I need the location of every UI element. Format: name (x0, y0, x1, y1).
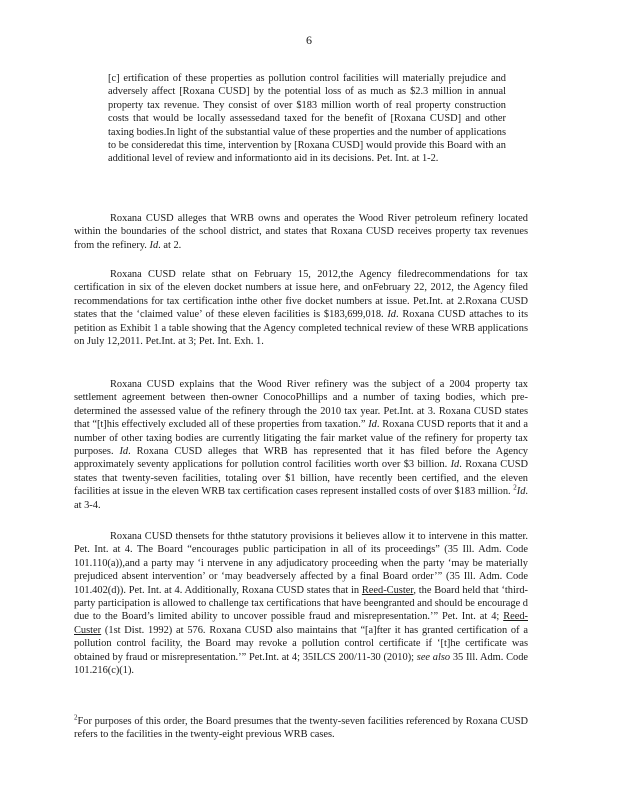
signal-see-also: see also (416, 651, 451, 663)
citation-id: Id (119, 446, 129, 458)
paragraph-text: . at 3-4. (74, 486, 528, 511)
citation-id: Id (516, 486, 526, 498)
block-quote: [c] ertification of these properties as pollution control facilities will materially prejudice and adversely affect [Roxana CUSD] by the potential loss of as much as $2.3 million in annual property tax revenue. They consist of over $183 million worth of real property construction costs that would be locally assessedand taxed for the benefit of [Roxana CUSD] and other taxing bodies.In light of the substantial value of these properties and the number of applications to be consideredat this time, intervention by [Roxana CUSD] would provide this Board with an additional level of review and informationto aid in its decisions. Pet. Int. at 1-2. (108, 73, 506, 165)
footnote-reference: 2 (513, 483, 517, 492)
citation-id: Id (149, 239, 159, 251)
paragraph-statutory-provisions (74, 530, 528, 677)
citation-id: Id (368, 419, 377, 431)
paragraph-text: Roxana CUSD explains that the Wood River refinery was the subject of a 2004 property tax settlement agreement between then-owner ConocoPhillips and a number of taxing bodies, which pre-determined the assessed value of the refinery through the 2010 tax year. Pet.Int. at 3. Roxana CUSD states that “[t]his effectively excluded all of these properties from taxation.” (74, 379, 528, 431)
paragraph-text: Roxana CUSD relate sthat on February 15, 2012,the Agency filedrecommendations for tax certification in six of the eleven docket numbers at issue here, and onFebruary 22, 2012, the Agency filed recommendations for tax certification inthe other five docket numbers at issue. Pet.Int. at 2.Roxana CUSD states that the ‘claimed value’ of these eleven facilities is $183,699,018. (74, 269, 528, 321)
citation-id: Id (387, 309, 396, 321)
paragraph-text: . at 2. (158, 239, 182, 251)
paragraph-text: 35 Ill. Adm. Code 101.216(c)(1). (74, 651, 529, 677)
case-citation: Reed-Custer (361, 584, 414, 596)
paragraph-text: Roxana CUSD alleges that WRB owns and operates the Wood River petroleum refinery located within the boundaries of the school district, and states that Roxana CUSD receives property tax revenues from the refinery. (74, 213, 528, 251)
paragraph-agency-recommendations (74, 268, 528, 348)
page-number: 6 (306, 33, 312, 47)
paragraph-text: (1st Dist. 1992) at 576. Roxana CUSD also maintains that “[a]fter it has granted certification of a pollution control facility, the Board may revoke a pollution control certificate if ‘[t]he certificate was obtained by fraud or misrepresentation.’” Pet.Int. at 4; 35ILCS 200/11-30 (2010); (74, 624, 528, 663)
paragraph-text: Roxana CUSD thensets for ththe statutory provisions it believes allow it to intervene in this matter. Pet. Int. at 4. The Board “encourages public participation in all of its proceedings” (35 Ill. Adm. Code 101.110(a)),and a party may ‘i ntervene in any adjudicatory proceeding when the party ‘may be materially prejudiced absent intervention’ or ‘may beadversely affected by a final Board order’” (35 Ill. Adm. Code 101.402(d)). Pet. Int. at 4. Additionally, Roxana CUSD states that in (74, 531, 528, 596)
paragraph-text: . Roxana CUSD alleges that WRB has represented that it has filed before the Agency approximately seventy applications for pollution control facilities worth over $3 billion. (74, 446, 528, 471)
paragraph-text: . Roxana CUSD attaches to its petition as Exhibit 1 a table showing that the Agency completed technical review of these WRB applications on July 12,2011. Pet.Int. at 3; Pet. Int. Exh. 1. (74, 309, 528, 348)
paragraph-text: . Roxana CUSD reports that it and a number of other taxing bodies are currently litigating the fair market value of the refinery for property tax purposes. (74, 419, 529, 458)
footnote-text: For purposes of this order, the Board presumes that the twenty-seven facilities referenced by Roxana CUSD refers to the facilities in the twenty-eight previous WRB cases. (74, 716, 528, 741)
paragraph-refinery-location (74, 212, 528, 252)
paragraph-text: . Roxana CUSD states that twenty-seven facilities, totaling over $1 billion, have recently been certified, and the eleven facilities at issue in the eleven WRB tax certification cases represent installed costs of over $183 million. (74, 459, 529, 498)
case-citation: Reed-Custer (74, 611, 528, 636)
footnote-marker: 2 (74, 713, 78, 722)
footnote (74, 715, 528, 742)
citation-id: Id (450, 459, 460, 471)
paragraph-text: , the Board held that ‘third-party participation is allowed to challenge tax certifications that have beengranted and should be encourage d due to the Board’s limited ability to uncover possible fraud and misrepresentation.’” Pet. Int. at 4; (74, 584, 528, 623)
paragraph-tax-settlement (74, 378, 528, 512)
